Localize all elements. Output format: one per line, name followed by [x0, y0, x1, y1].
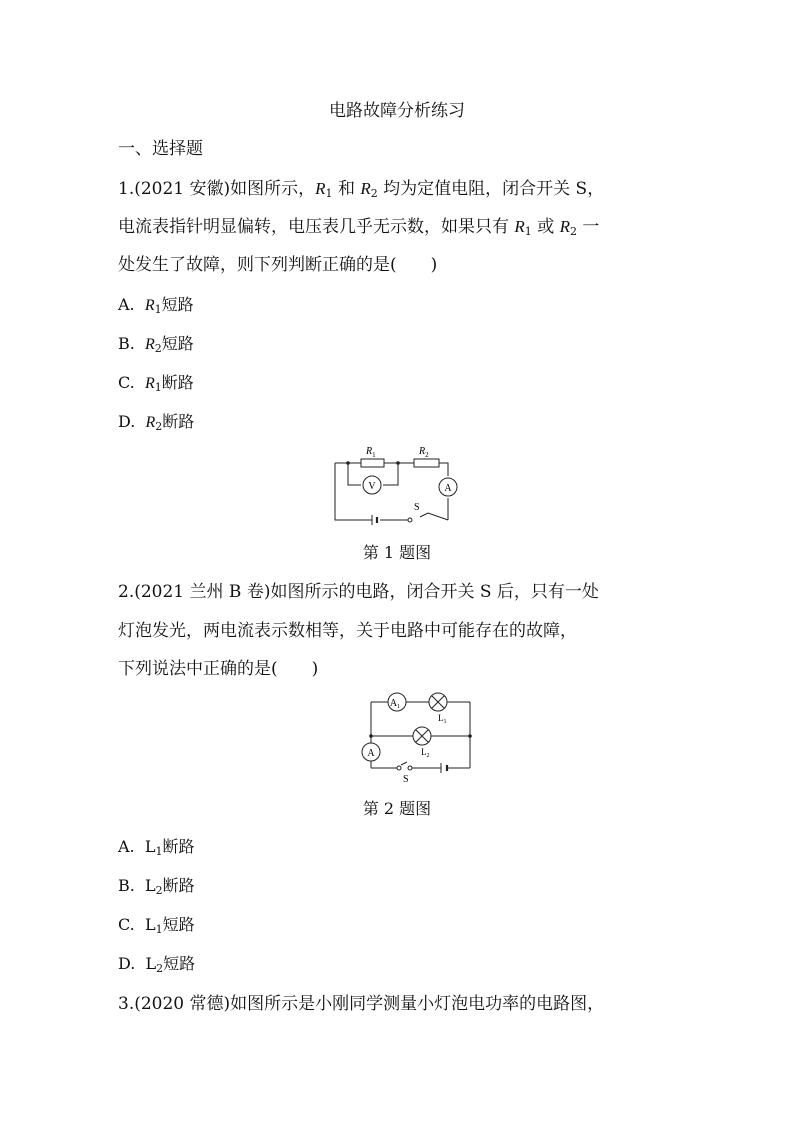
q1-r2-subscript: 2 [570, 225, 577, 238]
option-subscript: 2 [156, 962, 164, 975]
option-letter: B. [118, 876, 135, 895]
q2-figure-caption: 第 2 题图 [362, 799, 432, 818]
option-subscript: 2 [154, 342, 162, 355]
resistor-r2-icon [414, 459, 439, 467]
q1-text: 均为定值电阻，闭合开关 S， [377, 179, 605, 199]
q2-option-a[interactable] [118, 835, 194, 859]
page-title: 电路故障分析练习 [329, 101, 465, 121]
q1-r1-subscript: 1 [325, 187, 333, 200]
option-letter: D. [118, 412, 136, 431]
option-text: 断路 [162, 837, 195, 856]
q1-fig-voltmeter-label: V [368, 481, 376, 492]
option-symbol: R [145, 336, 155, 353]
q1-r2-symbol: R [360, 179, 371, 198]
option-letter: A. [118, 295, 135, 314]
option-text: 断路 [161, 373, 194, 392]
q2-stem-line-3: 下列说法中正确的是( ) [118, 659, 319, 679]
q2-stem-line-2: 灯泡发光，两电流表示数相等，关于电路中可能存在的故障， [118, 621, 577, 641]
option-symbol: R [144, 375, 155, 392]
option-subscript: 1 [155, 845, 163, 858]
q2-fig-l2-label: $L_2$ [421, 747, 430, 759]
option-text: 短路 [161, 334, 194, 353]
q2-stem-line-1: 2.(2021 兰州 B 卷)如图所示的电路，闭合开关 S 后，只有一处 [118, 582, 599, 602]
q3-stem-line-1: 3.(2020 常德)如图所示是小刚同学测量小灯泡电功率的电路图， [118, 994, 605, 1014]
option-symbol: L [144, 915, 156, 934]
option-symbol: R [145, 414, 156, 431]
q1-text: 电流表指针明显偏转，电压表几乎无示数，如果只有 [118, 217, 515, 237]
q2-fig-l1-label: $L_1$ [438, 713, 447, 725]
option-letter: C. [118, 915, 135, 934]
q1-r1-symbol: R [315, 179, 326, 198]
q1-option-a[interactable] [118, 293, 194, 318]
q2-option-b[interactable] [118, 874, 195, 898]
q1-r1-symbol: R [514, 217, 525, 236]
q2-option-c[interactable] [118, 913, 195, 937]
option-text: 短路 [163, 954, 196, 973]
q1-r1-subscript: 1 [524, 225, 532, 238]
q1-fig-r1-label: $R_1$ [366, 446, 376, 459]
section-heading: 一、选择题 [118, 139, 203, 159]
option-text: 断路 [162, 876, 195, 895]
option-subscript: 1 [154, 381, 162, 394]
option-letter: B. [118, 334, 135, 353]
option-text: 短路 [161, 295, 194, 314]
q1-option-b[interactable] [118, 332, 194, 357]
option-letter: D. [118, 954, 136, 973]
switch-icon [408, 518, 412, 522]
option-letter: A. [118, 837, 135, 856]
q2-fig-switch-label: S [403, 774, 409, 785]
q1-stem-line-2 [118, 214, 599, 240]
option-symbol: L [145, 954, 157, 973]
q1-fig-ammeter-label: A [444, 483, 452, 494]
q1-stem-line-1 [118, 176, 604, 202]
option-letter: C. [118, 373, 135, 392]
q2-fig-a-label: A [367, 748, 375, 759]
option-subscript: 1 [155, 923, 163, 936]
q1-option-c[interactable] [118, 371, 194, 396]
q1-r2-symbol: R [559, 217, 570, 236]
q1-text: 1.(2021 安徽)如图所示， [118, 179, 316, 199]
q1-figure-caption: 第 1 题图 [362, 543, 432, 562]
q1-text: 或 [531, 217, 560, 237]
q1-text: 一 [577, 217, 600, 237]
q1-fig-r2-label: $R_2$ [419, 446, 429, 459]
q1-stem-line-3: 处发生了故障，则下列判断正确的是( ) [118, 255, 438, 275]
option-subscript: 2 [155, 884, 163, 897]
q1-circuit-diagram [330, 443, 470, 525]
q1-fig-switch-label: S [414, 502, 420, 513]
option-symbol: L [145, 876, 156, 895]
option-text: 短路 [162, 915, 195, 934]
option-subscript: 1 [154, 303, 162, 316]
q2-fig-a1-label: $A_1$ [389, 698, 401, 710]
switch-icon [397, 766, 401, 770]
option-text: 断路 [162, 412, 195, 431]
q2-circuit-diagram [355, 688, 475, 784]
q1-r2-subscript: 2 [370, 187, 378, 200]
option-symbol: R [144, 297, 155, 314]
q1-text: 和 [332, 179, 361, 199]
q2-option-d[interactable] [118, 952, 195, 976]
q1-option-d[interactable] [118, 410, 194, 435]
option-symbol: L [144, 837, 156, 856]
resistor-r1-icon [361, 459, 384, 467]
option-subscript: 2 [155, 420, 163, 433]
